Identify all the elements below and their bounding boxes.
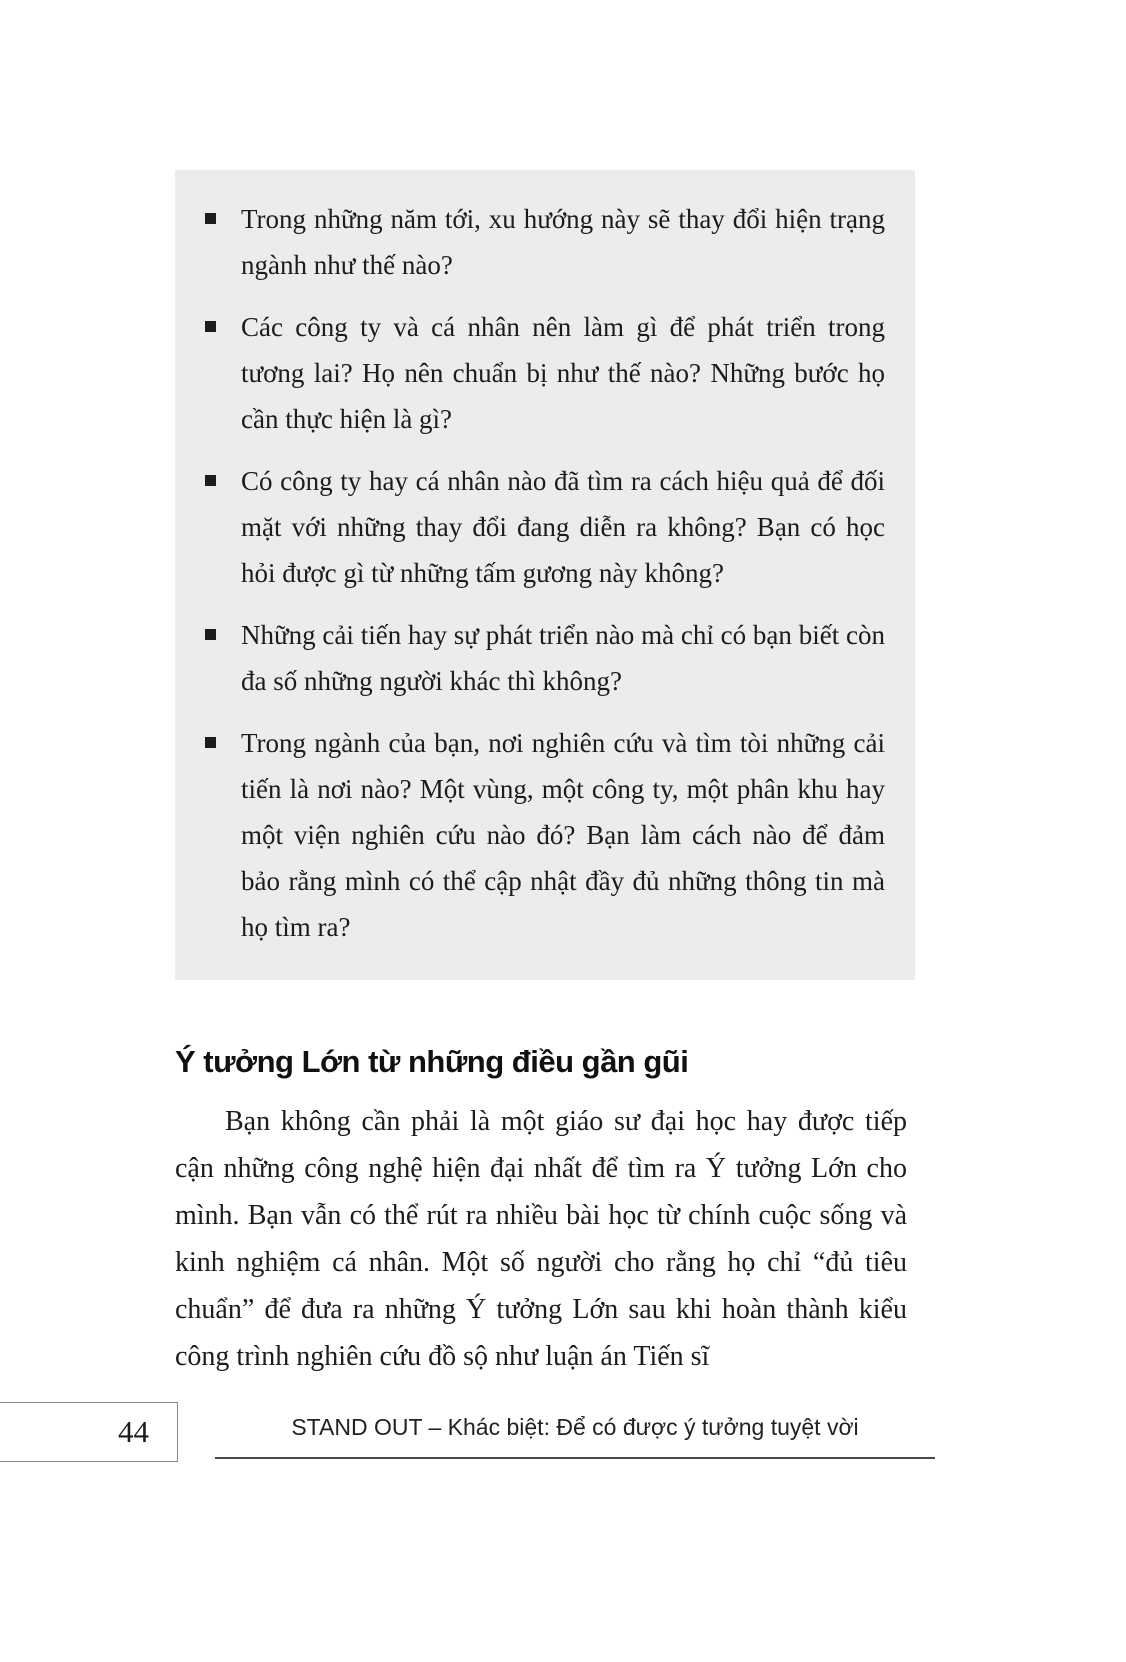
bullet-square-icon	[205, 475, 216, 486]
bullet-square-icon	[205, 321, 216, 332]
list-item	[175, 612, 915, 704]
question-text: Các công ty và cá nhân nên làm gì để phát triển trong tương lai? Họ nên chuẩn bị như thế nào? Những bước họ cần thực hiện là gì?	[241, 312, 885, 434]
list-item	[175, 304, 915, 442]
list-item	[175, 458, 915, 596]
bullet-square-icon	[205, 629, 216, 640]
bullet-square-icon	[205, 213, 216, 224]
footer-book-title: STAND OUT – Khác biệt: Để có được ý tưởng tuyệt vời	[215, 1414, 935, 1459]
question-text: Những cải tiến hay sự phát triển nào mà chỉ có bạn biết còn đa số những người khác thì không?	[241, 620, 885, 696]
page-number: 44	[118, 1414, 149, 1449]
body-paragraph: Bạn không cần phải là một giáo sư đại học hay được tiếp cận những công nghệ hiện đại nhất để tìm ra Ý tưởng Lớn cho mình. Bạn vẫn có thể rút ra nhiều bài học từ chính cuộc sống và kinh nghiệm cá nhân. Một số người cho rằng họ chỉ “đủ tiêu chuẩn” để đưa ra những Ý tưởng Lớn sau khi hoàn thành kiểu công trình nghiên cứu đồ sộ như luận án Tiến sĩ	[175, 1106, 907, 1372]
page-number-box	[0, 1402, 178, 1462]
question-list	[175, 196, 915, 950]
question-text: Có công ty hay cá nhân nào đã tìm ra cách hiệu quả để đối mặt với những thay đổi đang diễn ra không? Bạn có học hỏi được gì từ những tấm gương này không?	[241, 466, 885, 588]
section-heading: Ý tưởng Lớn từ những điều gần gũi	[175, 1044, 689, 1079]
question-box	[175, 170, 915, 980]
page-content	[175, 170, 915, 1380]
question-text: Trong ngành của bạn, nơi nghiên cứu và tìm tòi những cải tiến là nơi nào? Một vùng, một công ty, một phân khu hay một viện nghiên cứu nào đó? Bạn làm cách nào để đảm bảo rằng mình có thể cập nhật đầy đủ những thông tin mà họ tìm ra?	[241, 728, 885, 942]
bullet-square-icon	[205, 737, 216, 748]
list-item	[175, 720, 915, 950]
list-item	[175, 196, 915, 288]
question-text: Trong những năm tới, xu hướng này sẽ thay đổi hiện trạng ngành như thế nào?	[241, 204, 885, 280]
